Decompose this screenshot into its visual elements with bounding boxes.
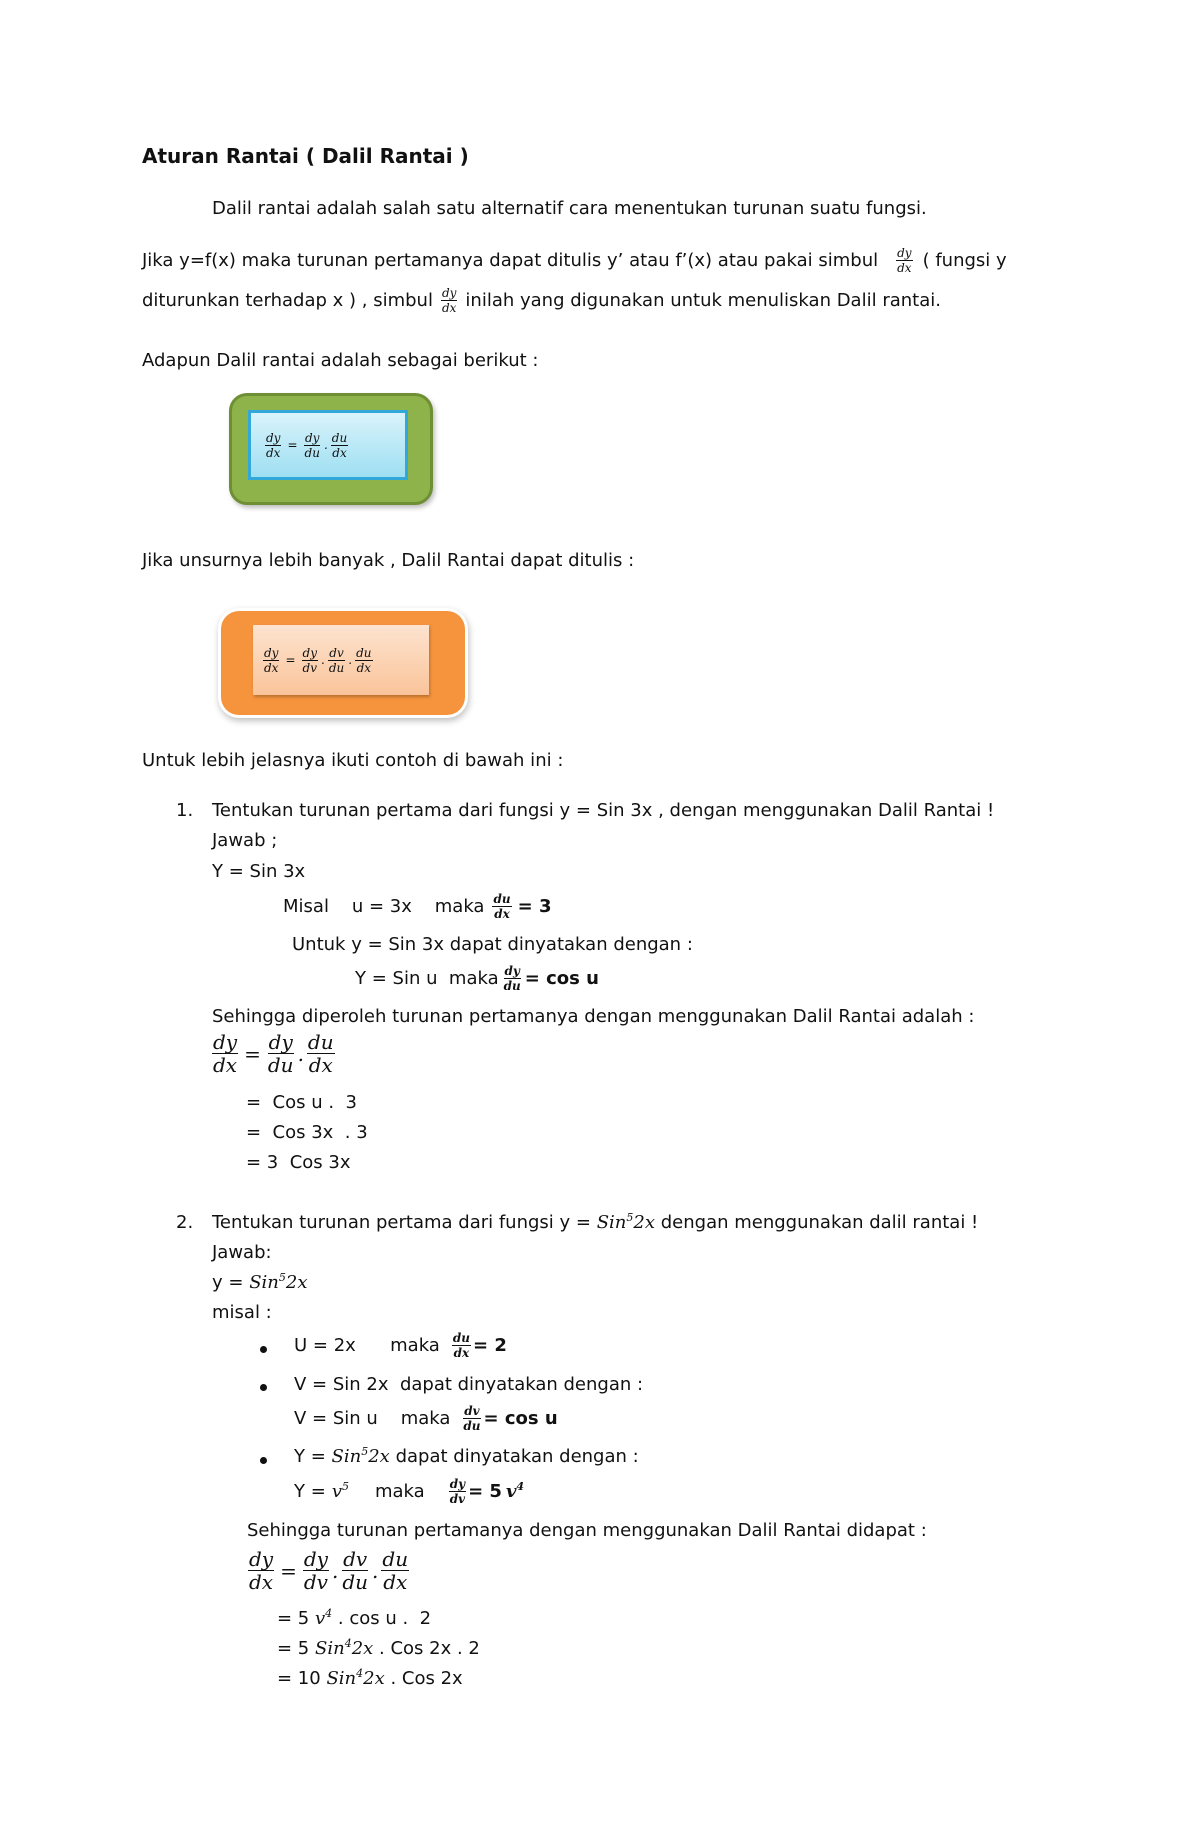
dydx-symbol: $\frac{dy}{dx}$ xyxy=(897,246,912,275)
example-2-bullet-3-sub xyxy=(294,1478,524,1505)
extended-chain-rule-box xyxy=(221,611,465,715)
frac-dy-dx: $\frac{dy}{dx}$ xyxy=(264,645,279,675)
ysinu-result: = cos u xyxy=(524,968,599,989)
extended-chain-rule-formula xyxy=(253,625,429,695)
function-prefix: y = xyxy=(212,1272,244,1293)
frac-dy-dx: $\frac{dy}{dx}$ xyxy=(213,1030,238,1077)
equals-sign: = xyxy=(280,1558,297,1583)
question-text: Tentukan turunan pertama dari fungsi y = xyxy=(212,1212,591,1233)
frac-dy-dx: $\frac{dy}{dx}$ xyxy=(249,1547,274,1594)
equals-sign: = xyxy=(285,653,296,667)
dot-operator: . xyxy=(323,438,328,452)
example-2-sehingga: Sehingga turunan pertamanya dengan menggunakan Dalil Rantai didapat : xyxy=(247,1520,927,1541)
sin4-2x: Sin$^4$2x xyxy=(326,1667,385,1689)
example-1-jawab: Jawab ; xyxy=(212,830,278,851)
example-1-question: Tentukan turunan pertama dari fungsi y = Sin 3x , dengan menggunakan Dalil Rantai ! xyxy=(212,800,995,821)
example-2-bullet-3 xyxy=(294,1446,639,1467)
sin5-2x: Sin$^5$2x xyxy=(331,1445,390,1467)
notation-text: diturunkan terhadap x ) , simbul xyxy=(142,290,433,311)
frac-du-dx: $\frac{du}{dx}$ xyxy=(452,1331,470,1360)
example-1-step-1: = Cos u . 3 xyxy=(246,1092,357,1113)
step-3-text: . Cos 2x xyxy=(390,1668,463,1689)
dot-operator: . xyxy=(331,1558,339,1583)
dot-operator: . xyxy=(321,653,325,667)
example-1-sehingga: Sehingga diperoleh turunan pertamanya dengan menggunakan Dalil Rantai adalah : xyxy=(212,1006,975,1027)
misal-text: Misal u = 3x maka xyxy=(283,896,485,917)
example-1-chain-rule xyxy=(210,1032,337,1075)
equals-sign: = xyxy=(287,438,298,452)
frac-dy-du: $\frac{dy}{du}$ xyxy=(267,1030,294,1077)
bullet-2-sub-text: V = Sin u maka xyxy=(294,1408,451,1429)
example-1-untuk: Untuk y = Sin 3x dapat dinyatakan dengan : xyxy=(292,934,693,955)
adapun-text: Adapun Dalil rantai adalah sebagai berikut : xyxy=(142,350,539,371)
example-2-misal: misal : xyxy=(212,1302,272,1323)
bullet-3-text: dapat dinyatakan dengan : xyxy=(395,1446,639,1467)
definition-text: Dalil rantai adalah salah satu alternatif cara menentukan turunan suatu fungsi. xyxy=(212,198,927,219)
step-1-text: . cos u . 2 xyxy=(337,1608,432,1629)
example-1-y-sin-u xyxy=(355,965,599,992)
example-2-step-2 xyxy=(277,1638,480,1659)
notation-line-1 xyxy=(142,247,1007,274)
example-2-chain-rule xyxy=(246,1549,411,1592)
step-2-text: . Cos 2x . 2 xyxy=(379,1638,480,1659)
example-1-step-3: = 3 Cos 3x xyxy=(246,1152,351,1173)
example-1-function: Y = Sin 3x xyxy=(212,861,306,882)
bullet-3-prefix: Y = xyxy=(294,1446,326,1467)
v4: $v^4$ xyxy=(505,1480,525,1502)
dydx-symbol: $\frac{dy}{dx}$ xyxy=(441,286,457,315)
frac-dy-dv: $\frac{dy}{dv}$ xyxy=(302,645,317,675)
v4: $v^4$ xyxy=(315,1607,333,1629)
step-3-prefix: = 10 xyxy=(277,1668,321,1689)
bullet-1-result: = 2 xyxy=(472,1335,507,1356)
example-2-step-3 xyxy=(277,1668,463,1689)
step-2-prefix: = 5 xyxy=(277,1638,310,1659)
bullet-1 xyxy=(260,1346,267,1353)
bullet-3-sub-prefix: Y = xyxy=(294,1481,326,1502)
step-1-prefix: = 5 xyxy=(277,1608,310,1629)
frac-dv-du: $\frac{dv}{du}$ xyxy=(463,1404,481,1433)
notation-text: Jika y=f(x) maka turunan pertamanya dapat ditulis y’ atau f’(x) atau pakai simbul xyxy=(142,250,879,271)
frac-du-dx: $\frac{du}{dx}$ xyxy=(382,1547,409,1594)
bullet-2-sub-result: = cos u xyxy=(483,1408,558,1429)
example-1-misal xyxy=(283,893,551,920)
contoh-text: Untuk lebih jelasnya ikuti contoh di bawah ini : xyxy=(142,750,564,771)
bullet-3 xyxy=(260,1457,267,1464)
frac-dv-du: $\frac{dv}{du}$ xyxy=(328,645,345,675)
frac-dv-du: $\frac{dv}{du}$ xyxy=(342,1547,369,1594)
frac-dy-du: $\frac{dy}{du}$ xyxy=(304,430,320,460)
example-2-number: 2. xyxy=(176,1212,194,1233)
ysinu-text: Y = Sin u maka xyxy=(355,968,499,989)
frac-dy-dx: $\frac{dy}{dx}$ xyxy=(266,430,281,460)
maka-text: maka xyxy=(374,1481,425,1502)
frac-du-dx: $\frac{du}{dx}$ xyxy=(307,1030,334,1077)
sin5-2x: Sin$^5$2x xyxy=(249,1271,308,1293)
frac-dy-dv: $\frac{dy}{dv}$ xyxy=(449,1477,466,1506)
question-text-end: dengan menggunakan dalil rantai ! xyxy=(660,1212,979,1233)
bullet-2 xyxy=(260,1384,267,1391)
example-2-jawab: Jawab: xyxy=(212,1242,272,1263)
dot-operator: . xyxy=(297,1041,304,1066)
chain-rule-formula xyxy=(248,410,408,480)
notation-text-end: inilah yang digunakan untuk menuliskan Dalil rantai. xyxy=(465,290,941,311)
page-title: Aturan Rantai ( Dalil Rantai ) xyxy=(142,144,469,168)
example-1-number: 1. xyxy=(176,800,194,821)
frac-dy-du: $\frac{dy}{du}$ xyxy=(503,964,521,993)
bullet-3-result: = 5 xyxy=(468,1481,502,1502)
misal-result: = 3 xyxy=(517,896,552,917)
v5: $v^5$ xyxy=(331,1480,349,1502)
notation-line-2 xyxy=(142,287,941,314)
frac-du-dx: $\frac{du}{dx}$ xyxy=(356,645,372,675)
example-2-function xyxy=(212,1272,308,1293)
dot-operator: . xyxy=(348,653,353,667)
frac-du-dx: $\frac{du}{dx}$ xyxy=(331,430,348,460)
sin4-2x: Sin$^4$2x xyxy=(315,1637,374,1659)
example-2-bullet-2-sub xyxy=(294,1405,558,1432)
sin5-2x: Sin$^5$2x xyxy=(596,1211,656,1233)
frac-du-dx: $\frac{du}{dx}$ xyxy=(493,892,511,921)
lebih-banyak-text: Jika unsurnya lebih banyak , Dalil Rantai dapat ditulis : xyxy=(142,550,635,571)
bullet-1-text: U = 2x maka xyxy=(294,1335,440,1356)
example-1-step-2: = Cos 3x . 3 xyxy=(246,1122,368,1143)
example-2-step-1 xyxy=(277,1608,431,1629)
equals-sign: = xyxy=(244,1041,261,1066)
chain-rule-box xyxy=(229,393,433,505)
notation-text-end: ( fungsi y xyxy=(922,250,1007,271)
example-2-bullet-1 xyxy=(294,1332,507,1359)
example-2-bullet-2: V = Sin 2x dapat dinyatakan dengan : xyxy=(294,1374,644,1395)
frac-dy-dv: $\frac{dy}{dv}$ xyxy=(303,1547,328,1594)
dot-operator: . xyxy=(372,1558,379,1583)
example-2-question xyxy=(212,1212,978,1233)
